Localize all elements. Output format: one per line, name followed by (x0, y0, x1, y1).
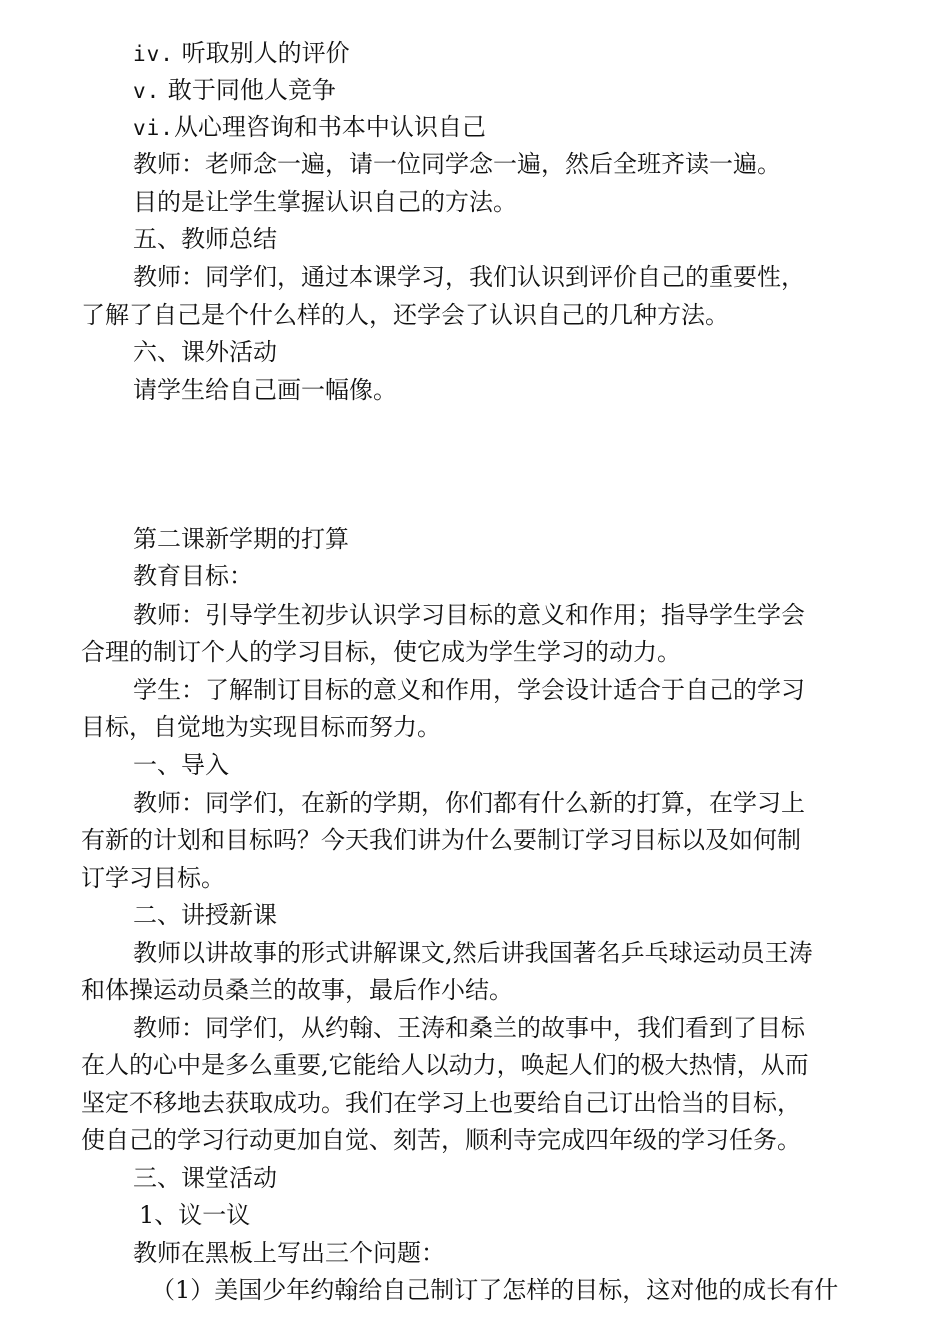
list-marker: v. (133, 79, 161, 103)
paragraph-line: 学生：了解制订目标的意义和作用，学会设计适合于自己的学习 (133, 676, 805, 704)
paragraph-line: 请学生给自己画一幅像。 (133, 376, 397, 404)
paragraph-line: 教师：同学们，从约翰、王涛和桑兰的故事中，我们看到了目标 (133, 1014, 805, 1042)
section-heading: 教育目标： (133, 562, 253, 590)
paragraph-line: 合理的制订个人的学习目标，使它成为学生学习的动力。 (81, 638, 681, 666)
paragraph-line: 教师：引导学生初步认识学习目标的意义和作用；指导学生学会 (133, 601, 805, 629)
paragraph-line: 和体操运动员桑兰的故事，最后作小结。 (81, 976, 513, 1004)
list-item-vi (0, 109, 950, 145)
section-heading: 三、课堂活动 (133, 1164, 277, 1192)
section-heading: 二、讲授新课 (133, 901, 277, 929)
list-item-v (0, 72, 950, 108)
list-item-text: 从心理咨询和书本中认识自己 (173, 113, 486, 141)
paragraph-line: 教师在黑板上写出三个问题： (133, 1239, 445, 1267)
lesson-title: 第二课新学期的打算 (133, 525, 349, 553)
paragraph-line: 教师以讲故事的形式讲解课文,然后讲我国著名乒乓球运动员王涛 (133, 939, 813, 967)
list-item-text: 听取别人的评价 (173, 39, 350, 67)
list-item-iv (0, 35, 950, 71)
paragraph-line: 使自己的学习行动更加自觉、刻苦，顺利寺完成四年级的学习任务。 (81, 1126, 801, 1154)
section-heading: 六、课外活动 (133, 338, 277, 366)
subsection-heading: 1、议一议 (139, 1201, 251, 1229)
list-item-text: 敢于同他人竞争 (160, 76, 336, 104)
section-heading: 一、导入 (133, 751, 229, 779)
section-heading: 五、教师总结 (133, 225, 277, 253)
paragraph-line: 有新的计划和目标吗？今天我们讲为什么要制订学习目标以及如何制 (81, 826, 801, 854)
paragraph-line: 教师：同学们，在新的学期，你们都有什么新的打算，在学习上 (133, 789, 805, 817)
paragraph-line: 教师：老师念一遍，请一位同学念一遍，然后全班齐读一遍。 (133, 150, 781, 178)
paragraph-line: 目标，自觉地为实现目标而努力。 (81, 713, 441, 741)
paragraph-line: 目的是让学生掌握认识自己的方法。 (133, 188, 517, 216)
paragraph-line: 在人的心中是多么重要,它能给人以动力，唤起人们的极大热情，从而 (81, 1051, 809, 1079)
paragraph-line: 订学习目标。 (81, 864, 225, 892)
paragraph-line: 坚定不移地去获取成功。我们在学习上也要给自己订出恰当的目标， (81, 1089, 801, 1117)
paragraph-line: 教师：同学们，通过本课学习，我们认识到评价自己的重要性， (133, 263, 805, 291)
paragraph-line: （1）美国少年约翰给自己制订了怎样的目标，这对他的成长有什 (151, 1276, 839, 1304)
list-marker: iv. (133, 42, 174, 66)
list-marker: vi. (133, 116, 174, 140)
paragraph-line: 了解了自己是个什么样的人，还学会了认识自己的几种方法。 (81, 301, 729, 329)
